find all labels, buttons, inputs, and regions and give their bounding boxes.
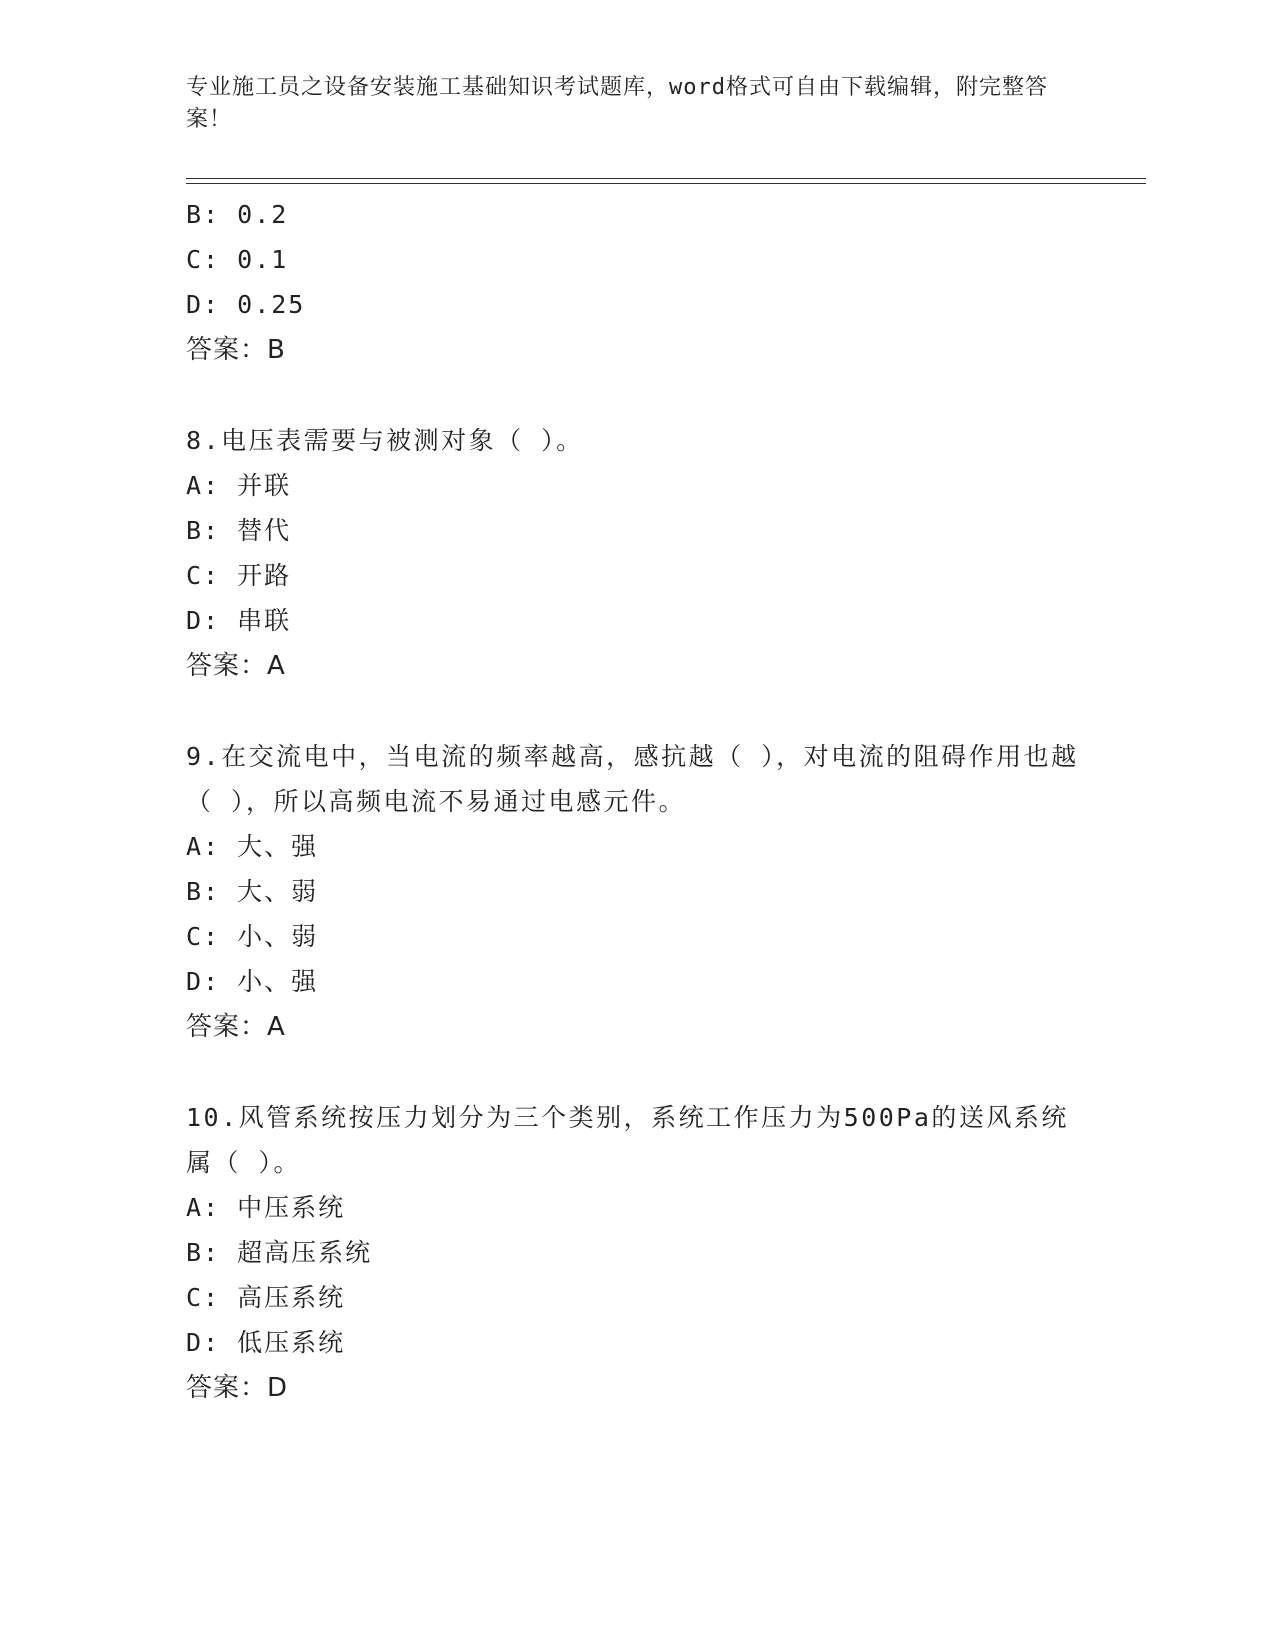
answer-label: 答案：A <box>186 1012 286 1042</box>
question-text: 8.电压表需要与被测对象（ ）。 <box>186 426 584 455</box>
option-d: D: 串联 <box>186 606 292 635</box>
partial-question-block <box>186 192 1086 373</box>
answer-label: 答案：D <box>186 1373 289 1403</box>
option-c: C: 高压系统 <box>186 1283 346 1312</box>
question-block-10 <box>186 1095 1086 1411</box>
option-c: C: 小、弱 <box>186 922 319 951</box>
option-c: C: 开路 <box>186 561 292 590</box>
option-a: A: 中压系统 <box>186 1193 346 1222</box>
option-b: B: 超高压系统 <box>186 1238 373 1267</box>
option-d: D: 小、强 <box>186 967 319 996</box>
question-text: 10.风管系统按压力划分为三个类别，系统工作压力为500Pa的送风系统属（ ）。 <box>186 1103 1069 1177</box>
option-b: B: 0.2 <box>186 200 289 229</box>
option-c: C: 0.1 <box>186 245 289 274</box>
question-block-8 <box>186 418 1086 689</box>
answer-label: 答案：B <box>186 335 286 365</box>
option-a: A: 并联 <box>186 471 292 500</box>
header-divider-top <box>186 178 1146 179</box>
option-d: D: 低压系统 <box>186 1328 346 1357</box>
document-header: 专业施工员之设备安装施工基础知识考试题库，word格式可自由下载编辑，附完整答案！ <box>186 75 1048 132</box>
exam-content <box>186 192 1086 1411</box>
option-b: B: 替代 <box>186 516 292 545</box>
header-divider-bottom <box>186 183 1146 184</box>
option-b: B: 大、弱 <box>186 877 319 906</box>
question-block-9 <box>186 734 1086 1050</box>
option-d: D: 0.25 <box>186 290 306 319</box>
option-a: A: 大、强 <box>186 832 319 861</box>
answer-label: 答案：A <box>186 651 286 681</box>
question-text: 9.在交流电中，当电流的频率越高，感抗越（ ），对电流的阻碍作用也越（ ），所以高频电流不易通过电感元件。 <box>186 742 1079 816</box>
